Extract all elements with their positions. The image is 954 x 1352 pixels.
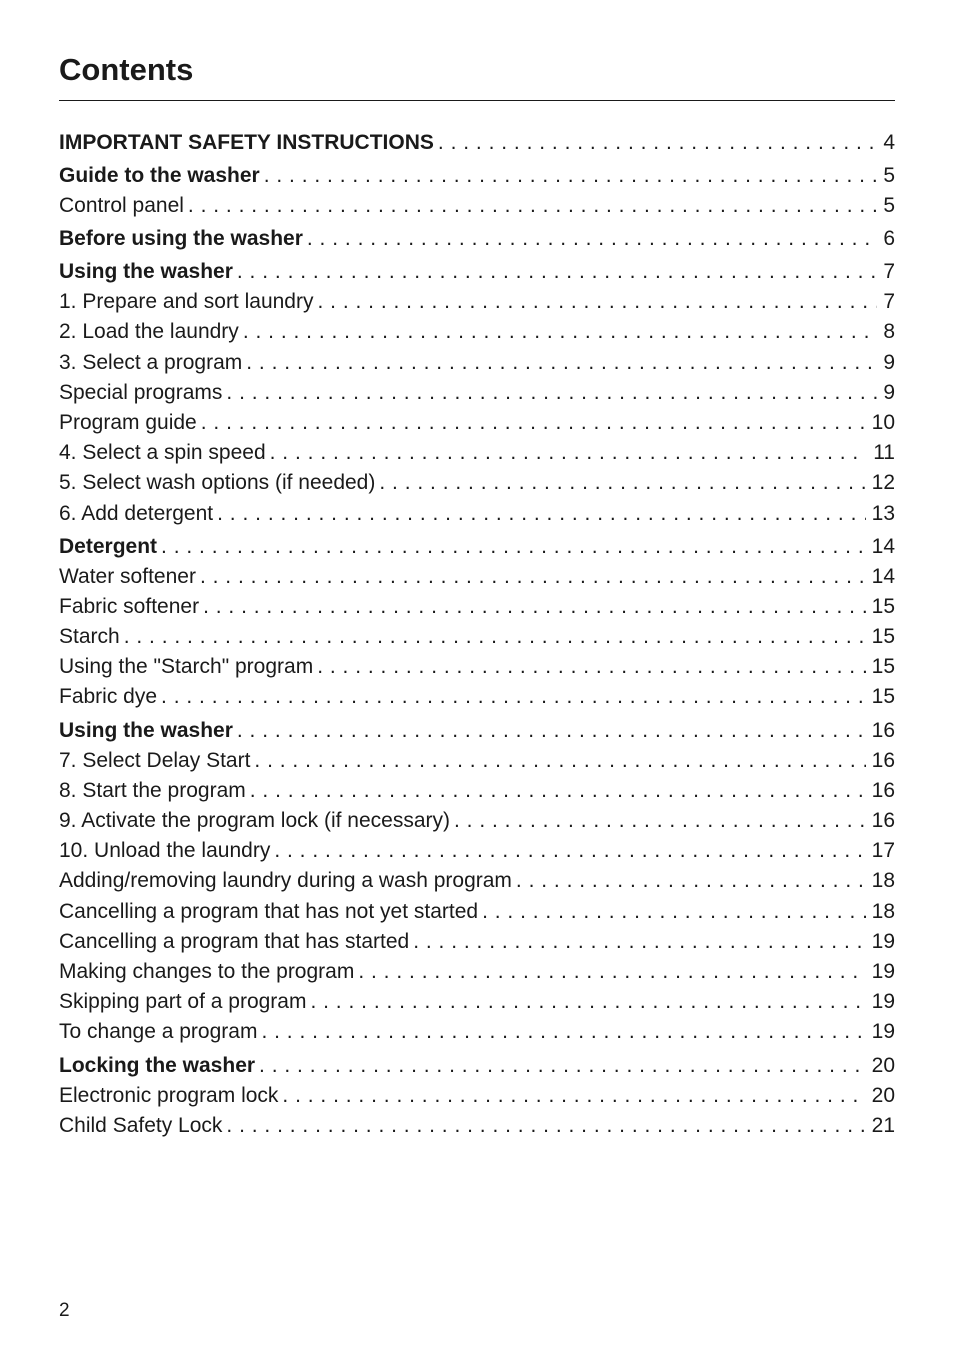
toc-entry-label: 8. Start the program <box>59 778 246 802</box>
toc-entry[interactable] <box>59 191 895 221</box>
toc-entry-label: 5. Select wash options (if needed) <box>59 471 376 495</box>
toc-entry-page: 14 <box>871 564 895 588</box>
toc-entry-page: 9 <box>883 350 895 374</box>
toc-entry-label: Water softener <box>59 564 196 588</box>
toc-leader-dots <box>124 622 866 652</box>
toc-entry-label: 1. Prepare and sort laundry <box>59 290 314 314</box>
toc-entry-page: 13 <box>871 501 895 525</box>
toc-entry-label: Fabric dye <box>59 685 158 709</box>
toc-entry-page: 15 <box>871 625 895 649</box>
toc-entry[interactable] <box>59 806 895 836</box>
toc-leader-dots <box>379 468 865 498</box>
toc-entry-label: Guide to the washer <box>59 164 260 187</box>
toc-entry-page: 20 <box>871 1083 895 1107</box>
toc-entry-page: 8 <box>883 320 895 344</box>
toc-section-entry[interactable] <box>59 158 895 191</box>
toc-entry-label: Electronic program lock <box>59 1083 279 1107</box>
toc-leader-dots <box>250 776 866 806</box>
toc-leader-dots <box>270 438 868 468</box>
toc-entry-label: 7. Select Delay Start <box>59 748 251 772</box>
toc-entry-label: Fabric softener <box>59 594 200 618</box>
toc-leader-dots <box>282 1081 865 1111</box>
toc-entry-label: Special programs <box>59 380 223 404</box>
toc-entry-page: 5 <box>883 164 895 187</box>
toc-entry[interactable] <box>59 1081 895 1111</box>
toc-entry-page: 10 <box>871 410 895 434</box>
toc-entry-label: 10. Unload the laundry <box>59 839 271 863</box>
toc-entry[interactable] <box>59 987 895 1017</box>
toc-entry-page: 17 <box>871 839 895 863</box>
toc-entry-page: 7 <box>883 290 895 314</box>
toc-leader-dots <box>264 161 878 191</box>
toc-entry[interactable] <box>59 287 895 317</box>
toc-leader-dots <box>161 682 866 712</box>
toc-entry-label: 9. Activate the program lock (if necessary) <box>59 809 450 832</box>
toc-entry[interactable] <box>59 408 895 438</box>
toc-leader-dots <box>246 348 877 378</box>
toc-entry-label: Cancelling a program that has not yet started <box>59 899 479 923</box>
toc-entry-page: 19 <box>871 990 895 1014</box>
toc-entry-label: IMPORTANT SAFETY INSTRUCTIONS <box>59 131 434 154</box>
toc-section-entry[interactable] <box>59 254 895 287</box>
toc-entry[interactable] <box>59 438 895 468</box>
toc-entry-label: Detergent <box>59 534 158 558</box>
page-title: Contents <box>59 52 194 87</box>
toc-entry-label: Adding/removing laundry during a wash program <box>59 869 512 893</box>
toc-leader-dots <box>307 224 877 254</box>
toc-section-entry[interactable] <box>59 221 895 254</box>
toc-leader-dots <box>317 287 877 317</box>
toc-leader-dots <box>161 532 866 562</box>
toc-leader-dots <box>217 499 866 529</box>
toc-entry-label: 4. Select a spin speed <box>59 441 266 465</box>
toc-entry-page: 9 <box>883 380 895 404</box>
toc-entry-label: 3. Select a program <box>59 350 243 374</box>
toc-entry[interactable] <box>59 317 895 347</box>
toc-entry[interactable] <box>59 746 895 776</box>
toc-entry-page: 16 <box>871 748 895 772</box>
toc-leader-dots <box>310 987 865 1017</box>
toc-leader-dots <box>358 957 865 987</box>
toc-entry-page: 19 <box>871 1020 895 1044</box>
toc-entry-label: Child Safety Lock <box>59 1113 223 1137</box>
toc-entry-page: 5 <box>883 194 895 217</box>
toc-entry-page: 18 <box>871 899 895 923</box>
toc-entry[interactable] <box>59 1111 895 1141</box>
toc-entry-page: 7 <box>883 260 895 284</box>
toc-leader-dots <box>254 746 865 776</box>
toc-entry-page: 4 <box>883 131 895 154</box>
toc-entry[interactable] <box>59 866 895 896</box>
toc-entry-label: 6. Add detergent <box>59 501 214 525</box>
toc-entry-label: Program guide <box>59 410 197 434</box>
toc-leader-dots <box>226 378 877 408</box>
toc-entry-label: Cancelling a program that has started <box>59 929 410 953</box>
toc-leader-dots <box>203 592 866 622</box>
toc-entry-page: 14 <box>871 534 895 558</box>
toc-entry[interactable] <box>59 836 895 866</box>
toc-entry[interactable] <box>59 499 895 529</box>
toc-entry[interactable] <box>59 1017 895 1047</box>
toc-leader-dots <box>188 191 877 221</box>
toc-leader-dots <box>243 317 878 347</box>
toc-entry-page: 16 <box>871 809 895 832</box>
toc-entry[interactable] <box>59 652 895 682</box>
toc-leader-dots <box>274 836 865 866</box>
toc-entry-page: 6 <box>883 227 895 251</box>
toc-entry-label: 2. Load the laundry <box>59 320 239 344</box>
toc-section-entry[interactable] <box>59 529 895 562</box>
toc-section-entry[interactable] <box>59 1048 895 1081</box>
toc-entry-label: Before using the washer <box>59 227 303 251</box>
toc-entry-label: Using the washer <box>59 718 233 742</box>
toc-leader-dots <box>454 806 866 836</box>
toc-entry-label: Using the "Starch" program <box>59 655 314 679</box>
toc-entry[interactable] <box>59 682 895 712</box>
toc-entry[interactable] <box>59 957 895 987</box>
toc-entry-label: Using the washer <box>59 260 233 284</box>
toc-entry[interactable] <box>59 592 895 622</box>
toc-entry-page: 11 <box>873 441 895 465</box>
toc-section-entry[interactable] <box>59 713 895 746</box>
toc-entry-label: Making changes to the program <box>59 959 355 983</box>
toc-entry[interactable] <box>59 562 895 592</box>
toc-entry-page: 16 <box>871 718 895 742</box>
toc-entry-page: 21 <box>871 1113 895 1137</box>
toc-leader-dots <box>237 257 877 287</box>
toc-entry[interactable] <box>59 468 895 498</box>
toc-entry-page: 12 <box>871 471 895 495</box>
toc-leader-dots <box>438 128 877 158</box>
toc-entry-label: Skipping part of a program <box>59 990 307 1014</box>
toc-leader-dots <box>237 716 866 746</box>
toc-leader-dots <box>200 562 866 592</box>
page-number: 2 <box>59 1300 70 1321</box>
toc-entry[interactable] <box>59 348 895 378</box>
toc-leader-dots <box>482 897 866 927</box>
toc-leader-dots <box>261 1017 865 1047</box>
toc-entry-page: 19 <box>871 959 895 983</box>
toc-leader-dots <box>317 652 865 682</box>
toc-entry[interactable] <box>59 622 895 652</box>
toc-entry[interactable] <box>59 897 895 927</box>
toc-leader-dots <box>226 1111 865 1141</box>
toc-entry-label: Starch <box>59 625 120 649</box>
toc-entry-page: 18 <box>871 869 895 893</box>
toc-entry-page: 15 <box>871 655 895 679</box>
toc-leader-dots <box>259 1051 866 1081</box>
toc-entry-page: 15 <box>871 685 895 709</box>
toc-entry-page: 19 <box>871 929 895 953</box>
toc-entry-label: Locking the washer <box>59 1053 256 1077</box>
toc-entry-page: 20 <box>871 1053 895 1077</box>
toc-entry[interactable] <box>59 927 895 957</box>
title-divider <box>59 100 895 101</box>
table-of-contents <box>59 125 895 1141</box>
toc-leader-dots <box>413 927 865 957</box>
toc-entry-label: Control panel <box>59 194 184 217</box>
toc-section-entry[interactable] <box>59 125 895 158</box>
toc-entry-page: 16 <box>871 778 895 802</box>
toc-leader-dots <box>201 408 866 438</box>
toc-entry-page: 15 <box>871 594 895 618</box>
toc-entry[interactable] <box>59 378 895 408</box>
toc-leader-dots <box>516 866 866 896</box>
toc-entry[interactable] <box>59 776 895 806</box>
toc-entry-label: To change a program <box>59 1020 258 1044</box>
